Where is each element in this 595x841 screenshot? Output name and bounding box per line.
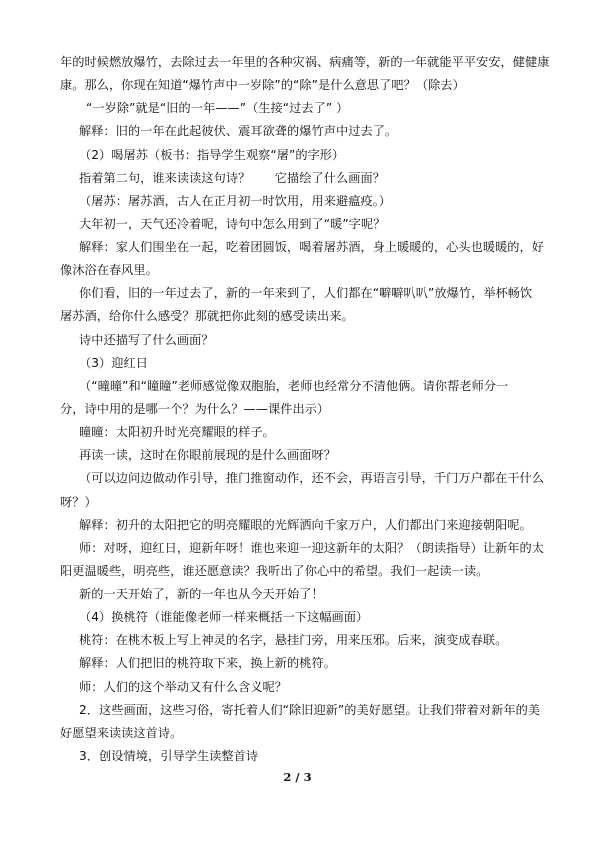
paragraph-line: 桃符：在桃木板上写上神灵的名字，悬挂门旁，用来压邪。后来，演变成春联。 [79, 633, 508, 648]
paragraph-line: （4）换桃符（谁能像老师一样来概括一下这幅画面） [79, 610, 369, 625]
paragraph-line: 康。那么，你现在知道“爆竹声中一岁除”的“除”是什么意思了吧？（除去） [60, 78, 465, 93]
paragraph-line: 解释：家人们围坐在一起，吃着团圆饭，喝着屠苏酒，身上暖暖的，心头也暖暖的，好 [79, 240, 545, 255]
paragraph-line: 解释：初升的太阳把它的明亮耀眼的光辉洒向千家万户，人们都出门来迎接朝阳呢。 [79, 517, 532, 532]
page-number: 2 / 3 [283, 770, 312, 784]
paragraph-line: “一岁除”就是“旧的一年——”（生接“过去了” ） [86, 101, 349, 116]
paragraph-line: （可以边问边做动作引导，推门推窗动作，还不会，再语言引导，千门万户都在干什么 [79, 471, 545, 486]
paragraph-line: 年的时候燃放爆竹，去除过去一年里的各种灾祸、病痛等，新的一年就能平平安安，健健康 [60, 55, 550, 69]
paragraph-line: 师：对呀，迎红日，迎新年呀！谁也来迎一迎这新年的太阳？（朗读指导）让新年的太 [79, 540, 545, 555]
paragraph-line: （“曈曈”和“瞳瞳”老师感觉像双胞胎，老师也经常分不清他俩。请你帮老师分一 [79, 378, 509, 393]
paragraph-line: 再读一读，这时在你眼前展现的是什么画面呀？ [79, 448, 336, 463]
paragraph-line: 好愿望来读读这首诗。 [60, 725, 183, 740]
paragraph-line: 3．创设情境，引导学生读整首诗 [79, 749, 259, 763]
paragraph-line: 解释：旧的一年在此起彼伏、震耳欲聋的爆竹声中过去了。 [79, 124, 398, 139]
paragraph-line: 诗中还描写了什么画面？ [79, 332, 214, 347]
paragraph-line: 曈曈：太阳初升时光亮耀眼的样子。 [79, 425, 275, 440]
paragraph-line: 呀？） [60, 494, 97, 509]
paragraph-line: 阳更温暖些，明亮些，谁还愿意读？我听出了你心中的希望。我们一起读一读。 [60, 563, 489, 578]
paragraph-line: 解释：人们把旧的桃符取下来，换上新的桃符。 [79, 656, 336, 671]
paragraph-line: 指着第二句，谁来读读这句诗？ 它描绘了什么画面？ [79, 170, 385, 185]
paragraph-line: 屠苏酒，给你什么感受？那就把你此刻的感受读出来。 [60, 309, 354, 324]
paragraph-line: 师：人们的这个举动又有什么含义呢？ [79, 679, 288, 694]
paragraph-line: 2．这些画面，这些习俗，寄托着人们“除旧迎新”的美好愿望。让我们带着对新年的美 [79, 702, 541, 717]
paragraph-line: 像沐浴在春风里。 [60, 263, 158, 278]
paragraph-line: 分，诗中用的是哪一个？为什么？——课件出示） [60, 402, 330, 416]
paragraph-line: 大年初一，天气还冷着呢，诗句中怎么用到了“暖”字呢？ [79, 216, 386, 231]
paragraph-line: （3）迎红日 [79, 355, 148, 370]
paragraph-line: （2）喝屠苏（板书：指导学生观察“屠”的字形） [79, 147, 345, 162]
paragraph-line: 新的一天开始了，新的一年也从今天开始了！ [79, 587, 324, 602]
paragraph-line: 你们看，旧的一年过去了，新的一年来到了，人们都在“噼噼叭叭”放爆竹，举杯畅饮 [79, 286, 533, 301]
paragraph-line: （屠苏：屠苏酒，古人在正月初一时饮用，用来避瘟疫。） [79, 193, 392, 208]
